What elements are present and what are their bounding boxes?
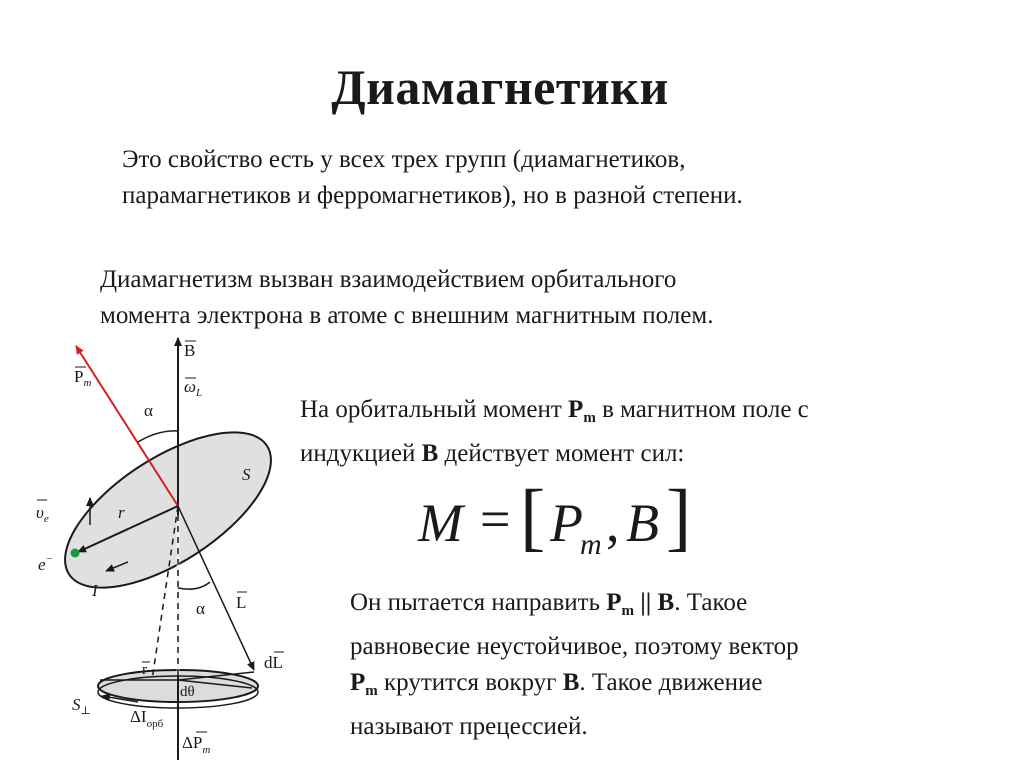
label-r-lower: r [142,662,147,678]
pm-symbol: $P_m$ [606,589,635,619]
label-alpha-top: α [144,401,153,420]
label-delta-pm: $\Delta P_m$ [182,733,211,756]
formula-p-sub: m [580,528,602,561]
torque-line-2: индукцией B действует момент сил: [300,440,685,467]
label-current: I [92,581,98,600]
label-dtheta: dθ [180,684,195,700]
label-dl: dL [264,653,283,672]
b-symbol-2: B [562,669,580,696]
pm-symbol: $P_m$ [568,396,596,426]
label-alpha-bottom: α [196,599,205,618]
formula-b: B [626,493,659,553]
formula-open-bracket: [ [520,475,546,559]
cause-paragraph [100,262,1000,334]
b-symbol: B [421,440,439,467]
page-title: Диамагнетики [331,59,669,115]
precession-paragraph [350,585,1010,745]
torque-formula [418,475,718,562]
intro-paragraph [122,142,1002,214]
label-v: $\upsilon_e$ [36,503,49,525]
label-b: B [184,341,196,360]
formula-comma: , [606,493,620,553]
electron-dot [71,549,80,558]
precession-line-3: $P_m$ крутится вокруг B. Такое движение [350,669,763,699]
b-symbol: B [657,589,675,616]
label-electron: e− [38,553,53,574]
intro-line-2: парамагнетиков и ферромагнетиков), но в разной степени. [122,182,743,209]
label-delta-i: $\Delta I_{орб}$ [130,707,164,730]
label-s-perp: $S_\perp$ [72,695,91,717]
parallel-symbol: || [634,589,658,616]
precession-line-2: равновесие неустойчивое, поэтому вектор [350,633,799,660]
formula-close-bracket: ] [666,475,692,559]
torque-line-1: На орбитальный момент $P_m$ в магнитном поле с [300,396,809,426]
formula-p: P [550,493,583,553]
label-r: r [118,503,125,522]
precession-diagram [30,330,310,767]
alpha-arc-bottom [178,582,210,589]
formula-equals: = [480,489,511,549]
label-pm: $P_m$ [74,367,92,389]
cause-line-2: момента электрона в атоме с внешним магнитным полем. [100,302,714,329]
alpha-arc-top [138,431,178,442]
precession-line-4: называют прецессией. [350,713,588,740]
pm-symbol-2: $P_m$ [350,669,378,699]
label-l: L [236,593,247,612]
precession-line-1: Он пытается направить $P_m$ || B. Такое [350,589,748,619]
cause-line-1: Диамагнетизм вызван взаимодействием орбитального [100,266,677,293]
label-omega: $\omega_L$ [184,377,203,399]
intro-line-1: Это свойство есть у всех трех групп (диамагнетиков, [122,146,686,173]
formula-m: M [418,493,463,553]
label-s: S [242,465,251,484]
torque-paragraph [300,392,1020,472]
